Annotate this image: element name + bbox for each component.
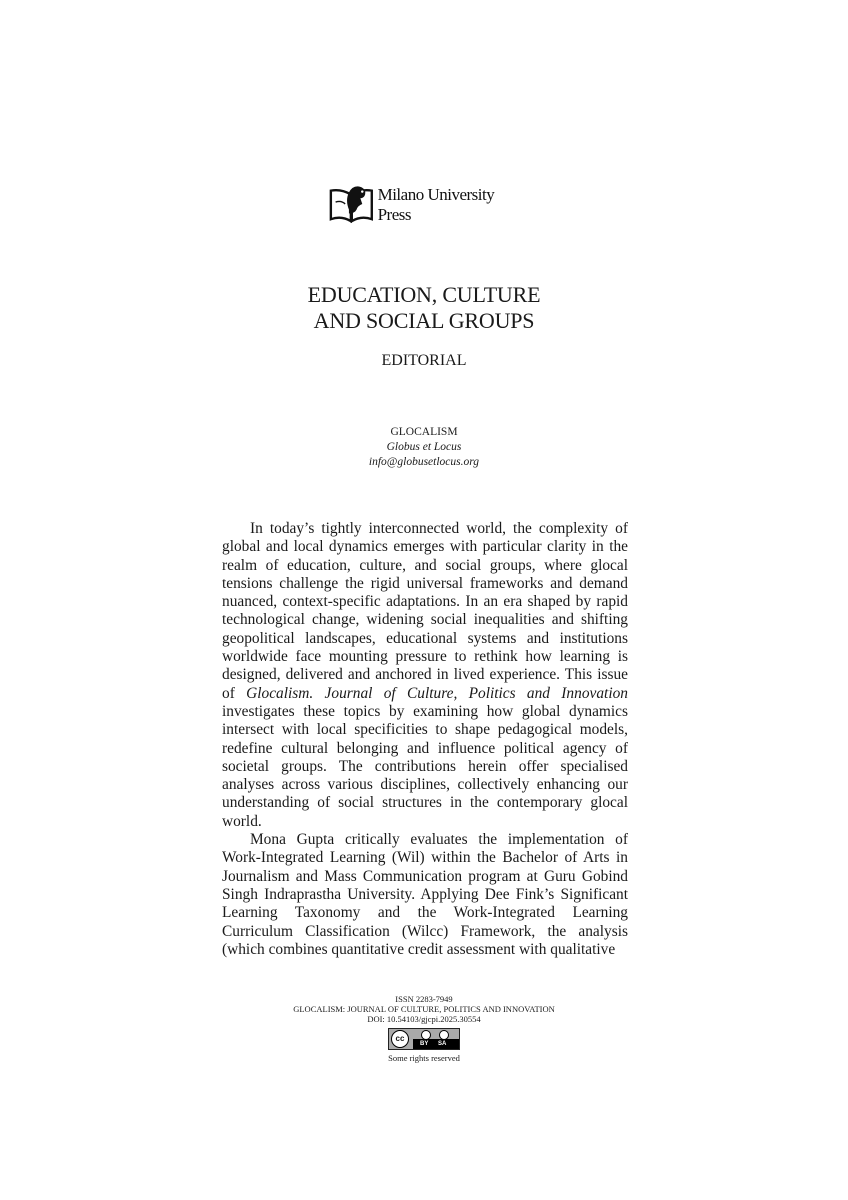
doi[interactable]: DOI: 10.54103/gjcpi.2025.30554 [367,1014,481,1024]
cc-icon: cc [391,1030,409,1048]
section-label: EDITORIAL [381,352,467,369]
sa-label: SA [438,1041,447,1047]
paragraph-2: Mona Gupta critically evaluates the implementation of Work-Integrated Learning (Wil) within the Bachelor of Arts in Journalism and Mass Communication program at Guru Gobind Singh Indraprastha University. Applying Dee Fink’s Significant Learning Taxonomy and the Work-Integrated Learning Curriculum Classification (Wilcc) Framework, the analysis (which combines quantitative credit assessment with qualitative [222,831,628,958]
publisher-name: Milano University Press [377,185,495,224]
publisher-logo [328,180,524,226]
author-block [0,425,848,470]
by-label: BY [420,1041,429,1047]
title-line-2: AND SOCIAL GROUPS [313,308,535,333]
author-affiliation: Globus et Locus [386,441,462,453]
author-name: GLOCALISM [390,426,458,438]
article-title [0,282,848,334]
paragraph-1: In today’s tightly interconnected world, the complexity of global and local dynamics emerges with particular clarity in the realm of education, culture, and social groups, where glocal tensions challenge the rigid universal frameworks and demand nuanced, context-specific adaptations. In an era shaped by rapid technological change, widening social inequalities and shifting geopolitical landscapes, educational systems and institutions worldwide face mounting pressure to rethink how learning is designed, delivered and anchored in lived experience. This issue of Glocalism. Journal of Culture, Politics and Innovation investigates these topics by examining how global dynamics intersect with local specificities to shape pedagogical models, redefine cultural belonging and influence political agency of societal groups. The contributions herein offer specialised analyses across various disciplines, collectively enhancing our understanding of social structures in the contemporary glocal world. [222,520,628,830]
journal-name: Glocalism. Journal of Culture, Politics and Innovation [246,684,628,702]
author-email[interactable]: info@globusetlocus.org [368,456,480,468]
page-footer [0,994,848,1063]
cc-by-sa-license-badge[interactable] [388,1028,460,1050]
open-book-reader-icon [328,180,376,226]
issn: ISSN 2283-7949 [395,994,453,1004]
journal-footer-name: GLOCALISM: JOURNAL OF CULTURE, POLITICS AND INNOVATION [293,1004,555,1014]
license-rights: Some rights reserved [388,1053,460,1063]
article-body [222,520,628,959]
title-line-1: EDUCATION, CULTURE [307,282,541,307]
